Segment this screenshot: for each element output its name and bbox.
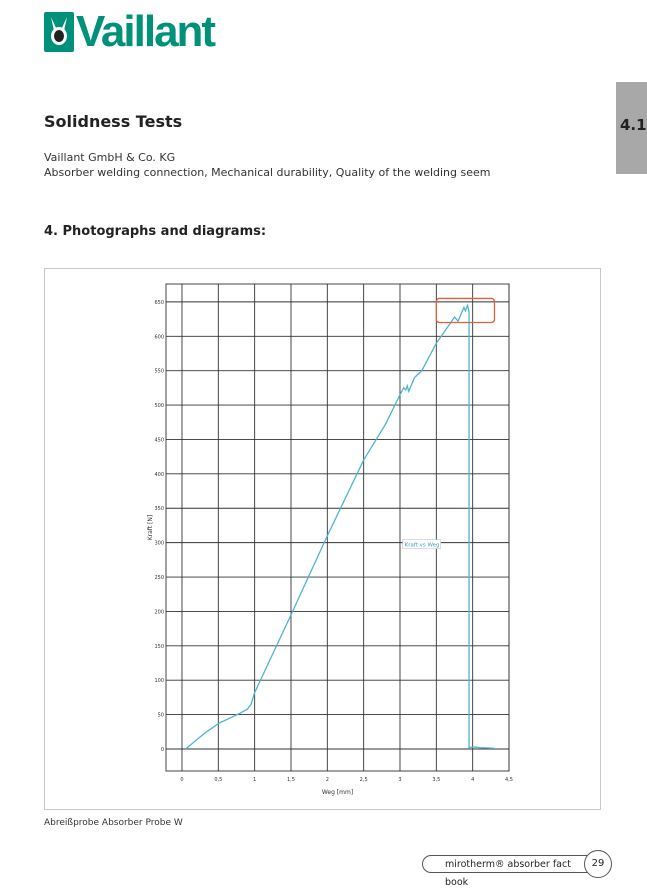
subtitle-line: Vaillant GmbH & Co. KG <box>44 151 176 164</box>
footer-book-title: mirotherm® absorber fact book <box>422 855 594 873</box>
page-number: 29 <box>584 850 612 878</box>
y-tick-label: 450 <box>154 437 164 444</box>
x-tick-label: 1 <box>253 777 257 783</box>
x-axis-label: Weg [mm] <box>321 789 354 796</box>
y-tick-label: 550 <box>154 368 164 375</box>
y-tick-label: 300 <box>154 540 164 547</box>
x-tick-label: 3,5 <box>432 777 441 783</box>
y-tick-label: 650 <box>154 299 164 306</box>
y-tick-label: 150 <box>154 643 164 650</box>
x-tick-label: 1,5 <box>287 777 295 783</box>
x-tick-label: 2 <box>325 777 329 783</box>
y-tick-label: 500 <box>154 403 164 410</box>
y-tick-label: 200 <box>154 609 164 616</box>
plot-area <box>166 284 509 771</box>
y-tick-label: 400 <box>154 471 164 478</box>
x-tick-label: 3 <box>398 777 402 783</box>
x-tick-label: 4,5 <box>505 777 513 783</box>
chart-caption: Abreißprobe Absorber Probe W <box>44 818 183 828</box>
brand-name: Vaillant <box>76 7 215 56</box>
x-tick-label: 0,5 <box>214 777 223 783</box>
annotation-label: Kraft vs Weg <box>404 542 440 549</box>
subtitle-line: Absorber welding connection, Mechanical durability, Quality of the welding seem <box>44 166 491 179</box>
y-tick-label: 250 <box>154 575 164 582</box>
x-tick-label: 4 <box>471 777 475 783</box>
y-tick-label: 100 <box>154 678 164 685</box>
y-tick-label: 0 <box>160 746 164 753</box>
y-tick-label: 50 <box>157 712 164 719</box>
series-line-kraft-vs-weg <box>186 305 495 749</box>
x-tick-label: 2,5 <box>359 777 368 783</box>
section-number: 4.1 <box>620 116 647 134</box>
y-tick-label: 600 <box>154 334 164 341</box>
page-title: Solidness Tests <box>44 112 183 131</box>
y-tick-label: 350 <box>154 506 164 513</box>
y-axis-label: Kraft [N] <box>147 514 154 541</box>
section-heading: 4. Photographs and diagrams: <box>44 224 267 239</box>
x-tick-label: 0 <box>180 777 184 783</box>
